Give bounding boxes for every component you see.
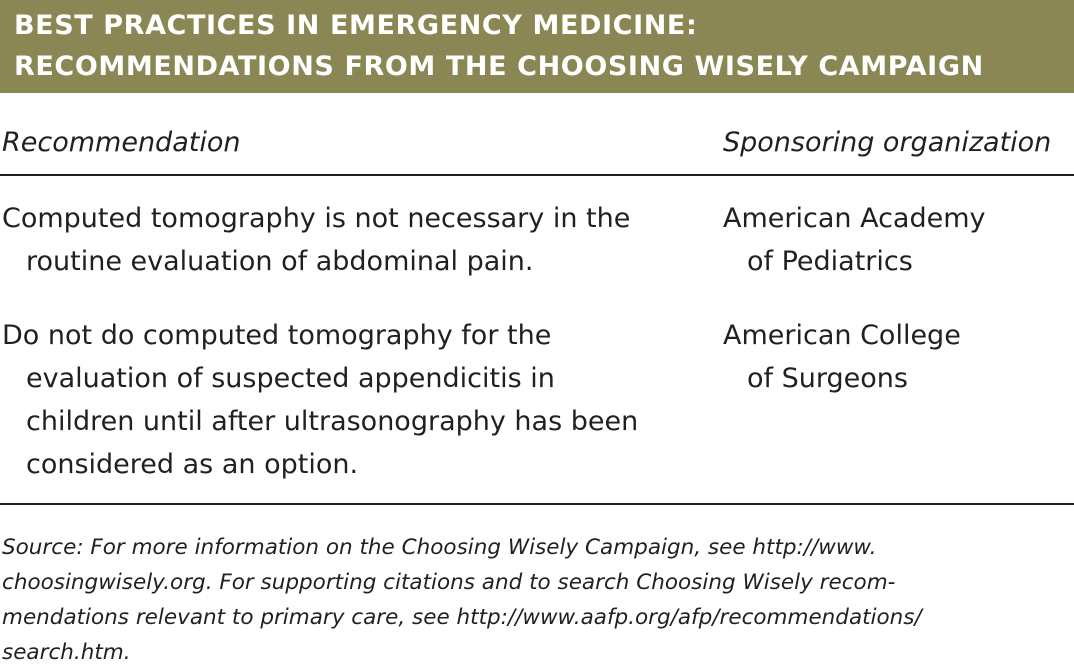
source-note-line: mendations relevant to primary care, see http://www.aafp.org/afp/recommendations/ bbox=[2, 605, 922, 630]
source-note bbox=[2, 530, 1072, 670]
source-note-line: choosingwisely.org. For supporting citations and to search Choosing Wisely recom- bbox=[2, 570, 896, 595]
table-title-line-1: BEST PRACTICES IN EMERGENCY MEDICINE: bbox=[14, 10, 698, 41]
row-1-recommendation-line: Computed tomography is not necessary in the bbox=[2, 203, 631, 234]
table-title-line-2: RECOMMENDATIONS FROM THE CHOOSING WISELY CAMPAIGN bbox=[14, 51, 984, 82]
source-note-line: search.htm. bbox=[2, 640, 131, 665]
row-2-organization-line: of Surgeons bbox=[747, 363, 908, 394]
header-divider bbox=[0, 174, 1074, 176]
column-header-sponsoring-organization: Sponsoring organization bbox=[723, 127, 1052, 158]
source-note-line: Source: For more information on the Choosing Wisely Campaign, see http://www. bbox=[2, 535, 877, 560]
column-header-recommendation: Recommendation bbox=[2, 127, 241, 158]
row-1-organization-line: of Pediatrics bbox=[747, 246, 913, 277]
table-bottom-rule bbox=[0, 503, 1074, 505]
row-2-organization-line: American College bbox=[723, 320, 961, 351]
row-2-recommendation-line: evaluation of suspected appendicitis in bbox=[26, 363, 555, 394]
row-1-recommendation bbox=[2, 197, 630, 283]
row-1-organization-line: American Academy bbox=[723, 203, 986, 234]
row-2-recommendation-line: considered as an option. bbox=[26, 449, 359, 480]
row-2-recommendation bbox=[2, 314, 638, 486]
row-1-organization bbox=[723, 197, 986, 283]
row-2-recommendation-line: children until after ultrasonography has been bbox=[26, 406, 639, 437]
row-2-recommendation-line: Do not do computed tomography for the bbox=[2, 320, 552, 351]
table-title-bar bbox=[0, 0, 1074, 93]
row-2-organization bbox=[723, 314, 961, 400]
row-1-recommendation-line: routine evaluation of abdominal pain. bbox=[26, 246, 534, 277]
